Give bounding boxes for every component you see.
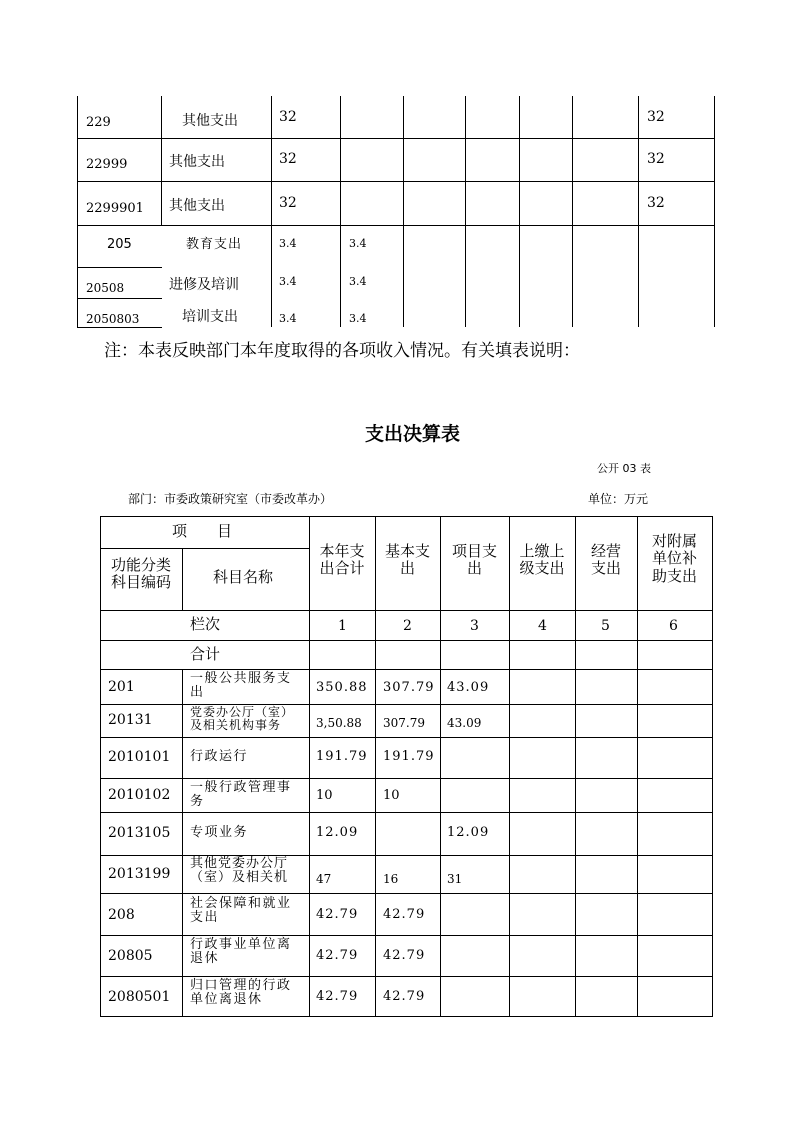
total-cell: 32 — [279, 195, 297, 211]
department-label: 部门：市委政策研究室（市委改革办） — [128, 492, 333, 506]
name-cell: 一般公共服务支 出 — [190, 671, 292, 700]
col-number: 5 — [601, 618, 610, 634]
total-cell: 3.4 — [279, 275, 297, 288]
basic-cell: 307.79 — [383, 680, 435, 695]
code-cell: 2010101 — [108, 749, 171, 765]
header-project: 项目支 出 — [451, 542, 497, 578]
header-basic: 基本支 出 — [384, 542, 430, 578]
col-number: 3 — [470, 618, 479, 634]
code-cell: 22999 — [86, 157, 128, 172]
name-cell: 党委办公厅（室） 及相关机构事务 — [190, 705, 295, 732]
basic-cell: 10 — [383, 788, 400, 803]
page-title: 支出决算表 — [365, 423, 461, 445]
code-cell: 229 — [86, 115, 111, 130]
project-cell: 43.09 — [447, 716, 482, 730]
other-cell: 32 — [647, 195, 665, 211]
total-cell: 10 — [316, 788, 333, 803]
code-cell: 20805 — [108, 948, 153, 964]
header-item: 项 目 — [172, 522, 233, 540]
lanci-label: 栏次 — [190, 615, 221, 633]
col-number: 6 — [669, 618, 678, 634]
name-cell: 其他支出 — [182, 113, 238, 129]
name-cell: 归口管理的行政 单位离退休 — [190, 978, 292, 1007]
project-cell: 43.09 — [447, 680, 490, 695]
name-cell: 一般行政管理事 务 — [190, 780, 292, 809]
code-cell: 2050803 — [86, 312, 140, 326]
total-cell: 3,50.88 — [316, 716, 362, 730]
code-cell: 2080501 — [108, 989, 171, 1005]
col-number: 1 — [338, 618, 347, 634]
form-number: 公开 03 表 — [597, 462, 651, 475]
basic-cell: 3.4 — [349, 275, 367, 288]
code-cell: 201 — [108, 679, 135, 695]
header-total: 本年支 出合计 — [319, 542, 365, 578]
other-cell: 32 — [647, 109, 665, 125]
basic-cell: 191.79 — [383, 749, 435, 764]
col-number: 2 — [403, 618, 412, 634]
total-cell: 42.79 — [316, 989, 359, 1004]
project-cell: 12.09 — [447, 825, 490, 840]
code-cell: 20131 — [108, 712, 153, 728]
total-cell: 350.88 — [316, 680, 368, 695]
basic-cell: 42.79 — [383, 907, 426, 922]
code-cell: 2013199 — [108, 866, 171, 882]
name-cell: 培训支出 — [182, 309, 238, 325]
code-cell: 2010102 — [108, 787, 171, 803]
total-cell: 32 — [279, 109, 297, 125]
basic-cell: 3.4 — [349, 237, 367, 250]
total-cell: 42.79 — [316, 907, 359, 922]
total-cell: 42.79 — [316, 948, 359, 963]
code-cell: 2299901 — [86, 201, 144, 216]
basic-cell: 307.79 — [383, 716, 425, 730]
col-number: 4 — [538, 618, 547, 634]
name-cell: 社会保障和就业 支出 — [190, 896, 292, 925]
code-cell: 20508 — [86, 281, 125, 295]
total-cell: 3.4 — [279, 312, 297, 325]
basic-cell: 42.79 — [383, 948, 426, 963]
total-cell: 32 — [279, 151, 297, 167]
project-cell: 31 — [447, 872, 463, 886]
name-cell: 其他党委办公厅 （室）及相关机 — [190, 856, 289, 885]
other-cell: 32 — [647, 151, 665, 167]
header-name: 科目名称 — [213, 568, 274, 586]
header-code: 功能分类 科目编码 — [110, 556, 171, 592]
unit-label: 单位：万元 — [588, 492, 649, 506]
total-cell: 12.09 — [316, 825, 359, 840]
name-cell: 专项业务 — [190, 825, 249, 840]
basic-cell: 16 — [383, 872, 399, 886]
basic-cell: 42.79 — [383, 989, 426, 1004]
total-cell: 3.4 — [279, 237, 297, 250]
code-cell: 2013105 — [108, 825, 171, 841]
header-business: 经营 支出 — [590, 542, 621, 578]
name-cell: 行政事业单位离 退休 — [190, 937, 292, 966]
name-cell: 进修及培训 — [169, 277, 239, 293]
total-row-label: 合计 — [190, 645, 221, 663]
basic-cell: 3.4 — [349, 312, 367, 325]
code-cell: 205 — [107, 237, 132, 252]
name-cell: 其他支出 — [169, 154, 225, 170]
name-cell: 教育支出 — [186, 237, 243, 252]
code-cell: 208 — [108, 907, 135, 923]
name-cell: 行政运行 — [190, 749, 249, 764]
table-note: 注：本表反映部门本年度取得的各项收入情况。有关填表说明： — [104, 341, 580, 361]
total-cell: 191.79 — [316, 749, 368, 764]
name-cell: 其他支出 — [169, 198, 225, 214]
total-cell: 47 — [316, 872, 332, 886]
header-subsidy: 对附属 单位补 助支出 — [651, 532, 697, 585]
header-upper: 上缴上 级支出 — [519, 542, 565, 578]
